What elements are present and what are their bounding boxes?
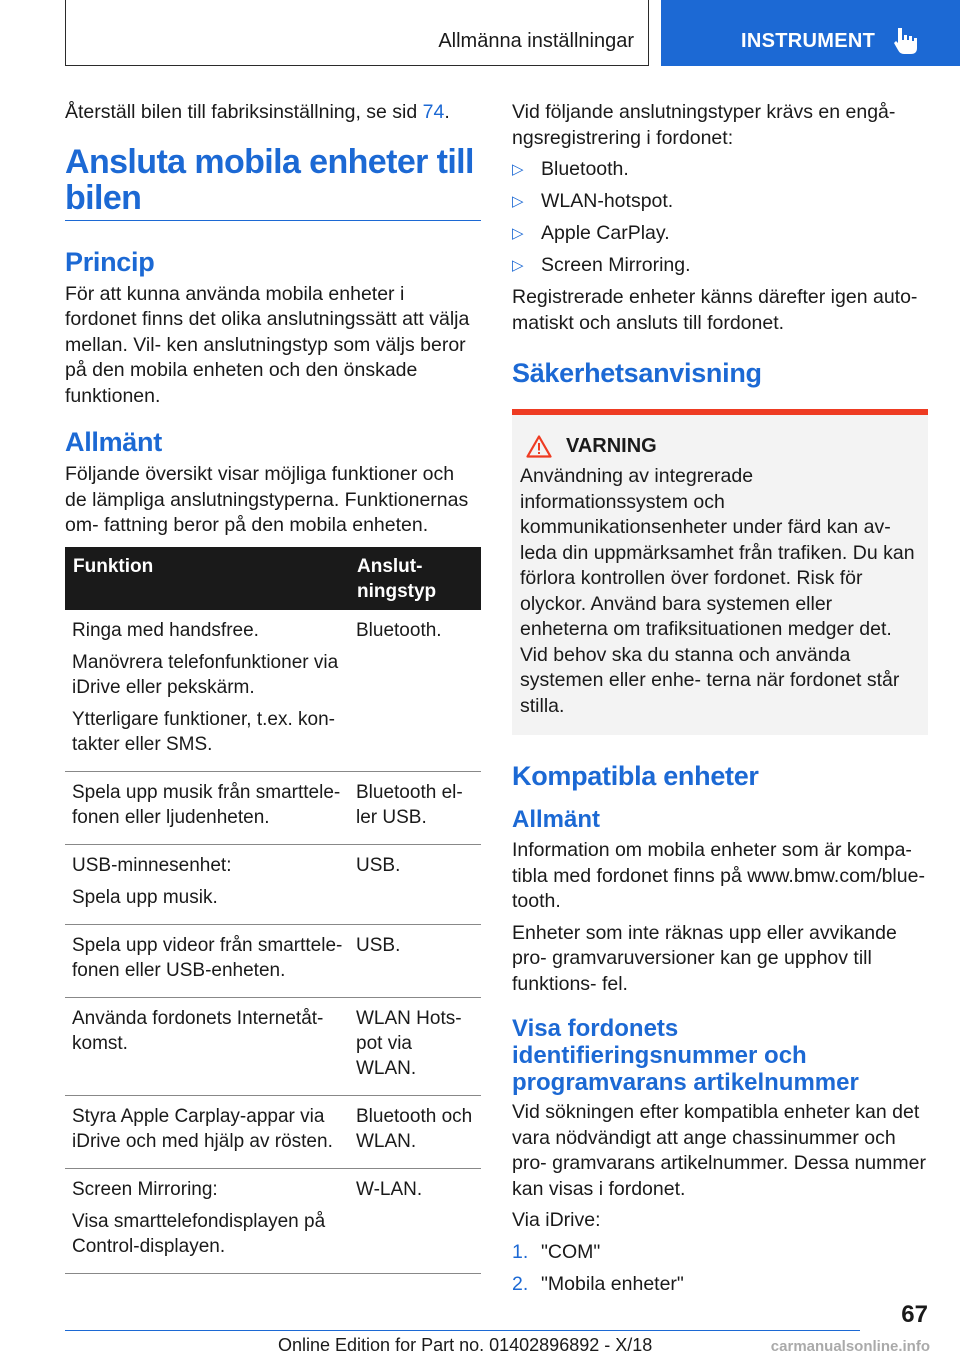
table-cell-function — [65, 1168, 349, 1273]
table-cell-function — [65, 997, 349, 1095]
triangle-bullet-icon: ▷ — [512, 193, 524, 210]
table-cell-connection: USB. — [349, 844, 481, 924]
registration-list — [512, 157, 928, 278]
left-column — [65, 100, 481, 1274]
steps-list — [512, 1240, 928, 1297]
table-cell-function — [65, 610, 349, 772]
table-cell-connection: Bluetooth och WLAN. — [349, 1095, 481, 1168]
table-row — [65, 771, 481, 844]
identification-heading: Visa fordonets identifieringsnummer och programvarans artikelnummer — [512, 1015, 859, 1096]
step-item — [512, 1272, 928, 1297]
edition-text: Online Edition for Part no. 01402896892 - X/18 — [278, 1335, 653, 1355]
section-label: Allmänna inställningar — [438, 30, 634, 52]
function-line: Spela upp musik från smarttele- fonen eller ljudenheten. — [72, 781, 341, 828]
compatible-general-heading: Allmänt — [512, 806, 601, 833]
main-heading: Ansluta mobila enheter till bilen — [65, 144, 481, 221]
table-cell-function — [65, 924, 349, 997]
step-item — [512, 1240, 928, 1265]
warning-label: VARNING — [566, 435, 657, 457]
list-item — [512, 189, 928, 214]
warning-box — [512, 409, 928, 735]
triangle-bullet-icon: ▷ — [512, 225, 524, 242]
function-line: Ringa med handsfree. — [72, 619, 259, 641]
table-row — [65, 1095, 481, 1168]
step-text: "COM" — [541, 1240, 601, 1263]
compatible-text-2: Enheter som inte räknas upp eller avvikande pro- gramvaruversioner kan ge upphov till funktions- fel. — [512, 921, 897, 995]
table-row — [65, 610, 481, 772]
registration-text: Vid följande anslutningstyper krävs en engå- ngsregistrering i fordonet: — [512, 101, 896, 149]
step-number: 2. — [512, 1272, 529, 1295]
table-cell-connection: WLAN Hots- pot via WLAN. — [349, 997, 481, 1095]
page-reference-link[interactable]: 74 — [422, 101, 445, 123]
hand-pointer-icon — [893, 26, 919, 56]
table-cell-connection: Bluetooth. — [349, 610, 481, 772]
triangle-bullet-icon: ▷ — [512, 161, 524, 178]
function-line: Spela upp videor från smarttele- fonen eller USB-enheten. — [72, 934, 343, 981]
list-item-text: Apple CarPlay. — [541, 222, 670, 244]
function-line: Använda fordonets Internetåt- komst. — [72, 1007, 324, 1054]
compatible-heading: Kompatibla enheter — [512, 761, 759, 791]
warning-title — [520, 435, 920, 458]
function-line: Visa smarttelefondisplayen på Control-displayen. — [72, 1210, 326, 1257]
identification-text: Vid sökningen efter kompatibla enheter kan det vara nödvändigt att ange chassinummer och pro- gramvarans artikelnummer. Dessa nummer kan visas i fordonet. — [512, 1101, 926, 1200]
intro-paragraph: Återställ bilen till fabriksinställning, se sid 74. — [65, 101, 450, 123]
principle-text: För att kunna använda mobila enheter i fordonet finns det olika anslutningssätt att välja mellan. Vil- ken anslutningstyp som väljs beror på den mobila enheten och den önskade funktionen. — [65, 282, 470, 407]
function-line: Styra Apple Carplay-appar via iDrive och med hjälp av rösten. — [72, 1105, 333, 1152]
function-table — [65, 547, 481, 1274]
list-item — [512, 221, 928, 246]
table-row — [65, 924, 481, 997]
function-line: USB-minnesenhet: — [72, 854, 232, 876]
page-header — [0, 0, 960, 66]
general-text: Följande översikt visar möjliga funktioner och de lämpliga anslutningstyperna. Funktionernas om- fattning beror på den mobila enheten. — [65, 463, 469, 536]
table-header-function: Funktion — [65, 547, 349, 610]
function-line: Spela upp musik. — [72, 886, 218, 908]
compatible-text-1: Information om mobila enheter som är kompa- tibla med fordonet finns på www.bmw.com/blue- tooth. — [512, 839, 925, 912]
principle-heading: Princip — [65, 246, 155, 277]
step-number: 1. — [512, 1240, 529, 1263]
list-item — [512, 157, 928, 182]
function-line: Ytterligare funktioner, t.ex. kon- takter eller SMS. — [72, 708, 335, 755]
step-text: "Mobila enheter" — [541, 1272, 684, 1295]
table-row — [65, 1168, 481, 1273]
table-cell-connection: Bluetooth el- ler USB. — [349, 771, 481, 844]
triangle-bullet-icon: ▷ — [512, 257, 524, 274]
function-line: Manövrera telefonfunktioner via iDrive eller pekskärm. — [72, 651, 339, 698]
right-column — [512, 100, 928, 1304]
via-idrive-text: Via iDrive: — [512, 1209, 601, 1231]
chapter-tab — [661, 0, 960, 66]
list-item-text: Screen Mirroring. — [541, 254, 691, 276]
list-item-text: WLAN-hotspot. — [541, 190, 674, 212]
safety-heading: Säkerhetsanvisning — [512, 358, 762, 388]
chapter-label: INSTRUMENT — [741, 30, 876, 52]
page-number: 67 — [901, 1301, 928, 1328]
watermark-text: carmanualsonline.info — [770, 1338, 930, 1355]
function-line: Screen Mirroring: — [72, 1178, 218, 1200]
table-row — [65, 844, 481, 924]
general-heading: Allmänt — [65, 427, 162, 457]
section-tab — [65, 0, 649, 66]
warning-triangle-icon — [526, 435, 552, 458]
table-header-connection: Anslut- ningstyp — [349, 547, 481, 610]
table-cell-function — [65, 844, 349, 924]
table-cell-function — [65, 1095, 349, 1168]
footer-divider — [65, 1330, 860, 1331]
registration-after-text: Registrerade enheter känns därefter igen auto- matiskt och ansluts till fordonet. — [512, 286, 918, 334]
warning-text: Användning av integrerade informationssystem och kommunikationsenheter under färd kan av- leda din uppmärksamhet från trafiken. Du kan förlora kontrollen över fordonet. Risk för olyckor. Använd bara systemen eller enheterna om trafiksituationen medger det. Vid behov ska du stanna och använda systemen eller enhe- terna när fordonet står stilla. — [520, 465, 915, 717]
list-item-text: Bluetooth. — [541, 158, 629, 180]
table-cell-connection: W-LAN. — [349, 1168, 481, 1273]
table-cell-function — [65, 771, 349, 844]
table-row — [65, 997, 481, 1095]
list-item — [512, 253, 928, 278]
table-cell-connection: USB. — [349, 924, 481, 997]
